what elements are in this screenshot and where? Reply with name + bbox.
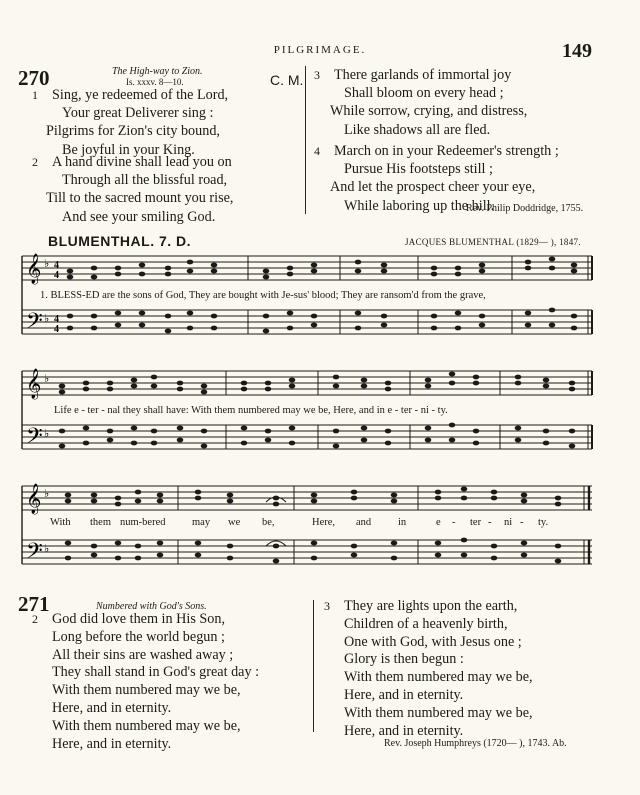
svg-text:♭: ♭ xyxy=(44,427,50,440)
verse-line: Through all the blissful road, xyxy=(62,172,228,189)
tune-lyric-3-syl: may xyxy=(192,517,211,528)
verse-line: Till to the sacred mount you rise, xyxy=(46,190,234,207)
verse-line: Be joyful in your King. xyxy=(62,141,195,158)
svg-text:♭: ♭ xyxy=(44,257,50,270)
verse-line: They shall stand in God's great day : xyxy=(52,664,260,681)
verse-line: Long before the world begun ; xyxy=(52,628,225,645)
svg-text:♭: ♭ xyxy=(44,372,50,385)
tune-composer: JACQUES BLUMENTHAL (1829— ), 1847. xyxy=(405,237,581,247)
svg-text:♭: ♭ xyxy=(44,487,50,500)
tune-lyric-3-syl: ty. xyxy=(538,517,549,528)
verse-number: 4 xyxy=(314,144,320,158)
hymn-270-verse-1 xyxy=(32,86,228,159)
page-number: 149 xyxy=(562,40,592,62)
verse-line: God did love them in His Son, xyxy=(52,611,226,627)
svg-text:♭: ♭ xyxy=(44,542,50,555)
running-header: PILGRIMAGE. xyxy=(273,44,367,56)
tune-lyric-3-syl: - xyxy=(488,517,492,528)
verse-line: March on in your Redeemer's strength ; xyxy=(334,143,559,159)
svg-text:𝄢: 𝄢 xyxy=(26,424,43,454)
svg-text:𝄞: 𝄞 xyxy=(26,369,42,399)
tune-lyric-3-syl: in xyxy=(398,517,407,528)
svg-text:𝄞: 𝄞 xyxy=(26,254,42,284)
verse-number: 3 xyxy=(324,599,330,613)
tune-lyric-3-syl: we xyxy=(228,517,241,528)
hymn-270-number: 270 xyxy=(18,66,50,90)
verse-line: Here, and in eternity. xyxy=(52,735,172,752)
verse-line: They are lights upon the earth, xyxy=(344,598,518,614)
verse-line: With them numbered may we be, xyxy=(344,669,533,686)
tune-lyric-3-syl: ter xyxy=(470,517,482,528)
column-divider xyxy=(313,600,314,732)
tune-lyric-3-syl: - xyxy=(452,517,456,528)
tune-lyric-line-2: Life e - ter - nal they shall have: With them numbered may we be, Here, and in e - ter - ni - ty. xyxy=(54,405,448,416)
svg-text:4: 4 xyxy=(54,324,59,335)
svg-text:𝄞: 𝄞 xyxy=(26,484,42,514)
verse-number: 3 xyxy=(314,68,320,82)
verse-line: With them numbered may we be, xyxy=(52,717,241,734)
verse-line: A hand divine shall lead you on xyxy=(52,154,232,170)
hymn-270-meter: C. M. xyxy=(270,72,304,88)
tune-lyric-3-syl: num-bered xyxy=(120,517,166,528)
tune-lyric-3-syl: them xyxy=(90,517,111,528)
verse-line: With them numbered may we be, xyxy=(52,682,241,699)
tune-lyric-3-syl: be, xyxy=(262,517,275,528)
svg-text:4: 4 xyxy=(54,260,59,271)
verse-number: 2 xyxy=(32,612,38,626)
hymn-271-verse-2 xyxy=(32,611,259,753)
hymn-271-source-title: Numbered with God's Sons. xyxy=(96,601,207,612)
column-divider xyxy=(305,66,306,214)
music-system-3 xyxy=(18,482,596,574)
verse-number: 2 xyxy=(32,155,38,169)
verse-line: While sorrow, crying, and distress, xyxy=(330,103,528,120)
verse-line: Here, and in eternity. xyxy=(344,722,464,739)
verse-line: Shall bloom on every head ; xyxy=(344,85,504,102)
verse-line: Glory is then begun : xyxy=(344,651,464,668)
tune-lyric-line-1: 1. BLESS-ED are the sons of God, They are bought with Je-sus' blood; They are ransom'd from the grave, xyxy=(40,290,486,301)
verse-line: Pursue His footsteps still ; xyxy=(344,161,493,178)
verse-line: Sing, ye redeemed of the Lord, xyxy=(52,87,229,103)
hymn-270-reference: Is. xxxv. 8—10. xyxy=(126,77,184,87)
hymn-270-verse-2 xyxy=(32,153,233,226)
verse-number: 1 xyxy=(32,88,38,102)
verse-line: And see your smiling God. xyxy=(62,208,216,225)
verse-line: All their sins are washed away ; xyxy=(52,646,234,663)
hymn-271-verse-3 xyxy=(324,598,533,740)
tune-lyric-3-syl: and xyxy=(356,517,372,528)
svg-text:𝄢: 𝄢 xyxy=(26,309,43,339)
svg-text:4: 4 xyxy=(54,314,59,325)
verse-line: With them numbered may we be, xyxy=(344,704,533,721)
tune-lyric-3-syl: e xyxy=(436,517,441,528)
verse-line: Here, and in eternity. xyxy=(344,686,464,703)
verse-line: Children of a heavenly birth, xyxy=(344,615,508,632)
verse-line: There garlands of immortal joy xyxy=(334,67,512,83)
tune-lyric-3-syl: - xyxy=(520,517,524,528)
verse-line: Pilgrims for Zion's city bound, xyxy=(46,123,220,140)
hymn-270-verse-3 xyxy=(314,66,527,139)
tune-lyric-3-syl: With xyxy=(50,517,71,528)
verse-line: Like shadows all are fled. xyxy=(344,121,491,138)
svg-text:4: 4 xyxy=(54,270,59,281)
verse-line: And let the prospect cheer your eye, xyxy=(330,179,536,196)
hymn-270-author: Rev. Philip Doddridge, 1755. xyxy=(466,203,584,214)
verse-line: One with God, with Jesus one ; xyxy=(344,633,522,650)
hymn-270-source-title: The High-way to Zion. xyxy=(112,66,203,77)
tune-lyric-3-syl: ni xyxy=(504,517,513,528)
hymn-271-number: 271 xyxy=(18,592,50,616)
svg-text:♭: ♭ xyxy=(44,312,50,325)
hymn-271-author: Rev. Joseph Humphreys (1720— ), 1743. Ab. xyxy=(384,738,567,749)
verse-line: Here, and in eternity. xyxy=(52,699,172,716)
verse-line: Your great Deliverer sing : xyxy=(62,105,214,122)
tune-lyric-3-syl: Here, xyxy=(312,517,336,528)
svg-text:𝄢: 𝄢 xyxy=(26,539,43,569)
verse-line: While laboring up the hill. xyxy=(344,197,495,214)
tune-name: BLUMENTHAL. 7. D. xyxy=(48,233,192,249)
